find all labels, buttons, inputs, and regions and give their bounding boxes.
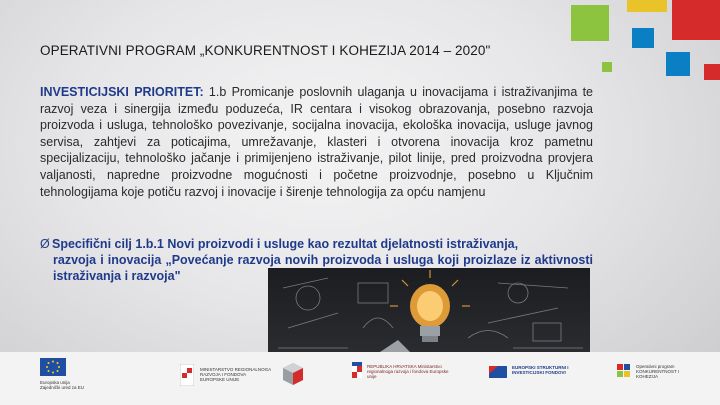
croatia-crest-icon <box>180 364 194 386</box>
croatia-logo-text: REPUBLIKA HRVATSKA Ministarstvo regionalnoga razvoja i fondova Europske unije <box>367 364 449 380</box>
decor-square-yellow <box>627 0 667 12</box>
objective-line2: razvoja i inovacija „Povećanje razvoja novih proizvoda i usluga koji proizlaze iz aktivnosti istraživanja i razvoja" <box>53 253 593 284</box>
lightbulb-illustration <box>268 268 590 360</box>
cube-logo <box>282 362 304 391</box>
decor-square-red-small <box>704 64 720 80</box>
eu-logo-text: Europska unija Zajednički ured za EU <box>40 380 85 391</box>
slide-title: OPERATIVNI PROGRAM „KONKURENTNOST I KOHEZIJA 2014 – 2020" <box>40 43 491 58</box>
decor-square-green <box>571 5 609 41</box>
ministry-logo-text: MINISTARSTVO REGIONALNOGA RAZVOJA I FONDOVA EUROPSKE UNIJE <box>200 367 271 383</box>
esif-logo <box>488 362 569 387</box>
priority-label: INVESTICIJSKI PRIORITET: <box>40 85 204 99</box>
decor-square-red <box>672 0 720 40</box>
priority-text: 1.b Promicanje poslovnih ulaganja u inovacijama i istraživanjima te razvoj veza i sinergija između poduzeća, IR centara i visokog obrazovanja, posebno razvoja proizvoda i usluga, tehnološko povezivanje, socijalna inovacija, ekološka inovacija, usluge javnog servisa, zahtjevi za poticajima, umrežavanje, klasteri i otvorena inovacija kroz pametnu specijalizaciju, tehnološko jačanje i primijenjeno istraživanje, pilot linije, pred proizvodna provjera valjanosti, napredne proizvodne mogućnosti i početne proizvodnje, posebno u Ključnim tehnologijama koje potiču razvoj i inovacije i širenje tehnologija za opću namjenu <box>40 85 593 199</box>
eu-flag-icon <box>40 358 66 376</box>
ministry-logo <box>180 364 271 391</box>
objective-line1: Specifični cilj 1.b.1 Novi proizvodi i usluge kao rezultat djelatnosti istraživanja, <box>52 237 519 251</box>
investment-priority-paragraph <box>40 84 593 200</box>
decor-square-green-small <box>602 62 612 72</box>
croatia-crest-icon-2 <box>351 360 363 384</box>
croatia-logo <box>351 360 449 389</box>
op-logo <box>617 362 680 387</box>
esif-flag-icon <box>488 362 508 382</box>
bullet-arrow-icon: Ø <box>40 237 50 251</box>
cube-icon <box>282 362 304 386</box>
eu-logo <box>40 358 85 391</box>
decor-square-blue <box>666 52 690 76</box>
op-logo-text: Operativni program KONKURENTNOST I KOHEZIJA <box>636 364 680 380</box>
op-squares-icon <box>617 362 631 382</box>
lightbulb-idea-icon <box>268 268 590 360</box>
esif-logo-text: EUROPSKI STRUKTURNI I INVESTICIJSKI FONDOVI <box>512 365 569 376</box>
footer-logo-strip <box>0 352 720 405</box>
